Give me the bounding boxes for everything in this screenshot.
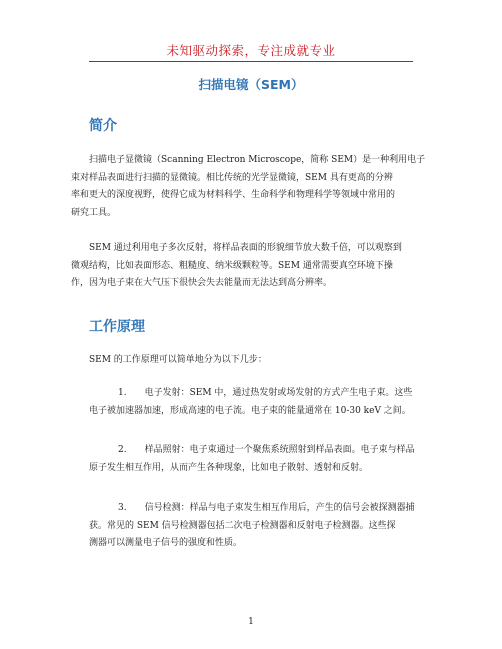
page-number: 1 xyxy=(248,617,254,627)
section-heading-principle: 工作原理 xyxy=(89,319,145,335)
document-title: 扫描电镜（SEM） xyxy=(198,77,304,92)
text-line: 微观结构，比如表面形态、粗糙度、纳米级颗粒等。SEM 通常需要真空环境下操 xyxy=(71,260,393,271)
text-line: 原子发生相互作用，从而产生各种现象，比如电子散射、透射和反射。 xyxy=(89,462,369,473)
list-item-first-line xyxy=(118,385,448,403)
list-number: 1. xyxy=(118,388,127,398)
principle-lead xyxy=(89,352,419,370)
list-item-3 xyxy=(89,500,448,553)
list-item-1 xyxy=(89,385,448,420)
text-line: 电子发射：SEM 中，通过热发射或场发射的方式产生电子束。这些 xyxy=(144,388,413,398)
header-tagline: 未知驱动探索，专注成就专业 xyxy=(166,43,336,58)
text-line: 率和更大的深度视野，使得它成为材料科学、生命科学和物理科学等领域中常用的 xyxy=(71,190,396,200)
list-number: 2. xyxy=(118,445,127,455)
intro-paragraph-1 xyxy=(71,152,426,222)
section-heading-intro: 简介 xyxy=(89,118,117,134)
text-line: 获。常见的 SEM 信号检测器包括二次电子检测器和反射电子检测器。这些探 xyxy=(89,520,396,531)
intro-paragraph-2 xyxy=(71,240,419,293)
text-line: 电子被加速器加速，形成高速的电子流。电子束的能量通常在 10-30 keV 之间。 xyxy=(89,405,411,416)
list-item-first-line xyxy=(118,500,448,518)
text-line: SEM 通过利用电子多次反射，将样品表面的形貌细节放大数千倍，可以观察到 xyxy=(89,243,402,253)
text-line: 束对样品表面进行扫描的显微镜。相比传统的光学显微镜，SEM 具有更高的分辨 xyxy=(71,172,393,183)
text-line: 作，因为电子束在大气压下很快会失去能量而无法达到高分辨率。 xyxy=(71,278,333,288)
text-line: 研究工具。 xyxy=(71,207,117,218)
text-line: 扫描电子显微镜（Scanning Electron Microscope，简称 SEM）是一种利用电子 xyxy=(89,155,426,165)
text-line: SEM 的工作原理可以简单地分为以下几步： xyxy=(89,355,267,365)
text-line: 测器可以测量电子信号的强度和性质。 xyxy=(89,538,243,548)
list-item-2 xyxy=(89,442,448,477)
list-item-first-line xyxy=(118,442,448,460)
list-number: 3. xyxy=(118,503,127,513)
text-line: 信号检测：样品与电子束发生相互作用后，产生的信号会被探测器捕 xyxy=(144,503,415,513)
header-divider xyxy=(89,61,413,62)
text-line: 样品照射：电子束通过一个聚焦系统照射到样品表面。电子束与样品 xyxy=(144,445,415,455)
